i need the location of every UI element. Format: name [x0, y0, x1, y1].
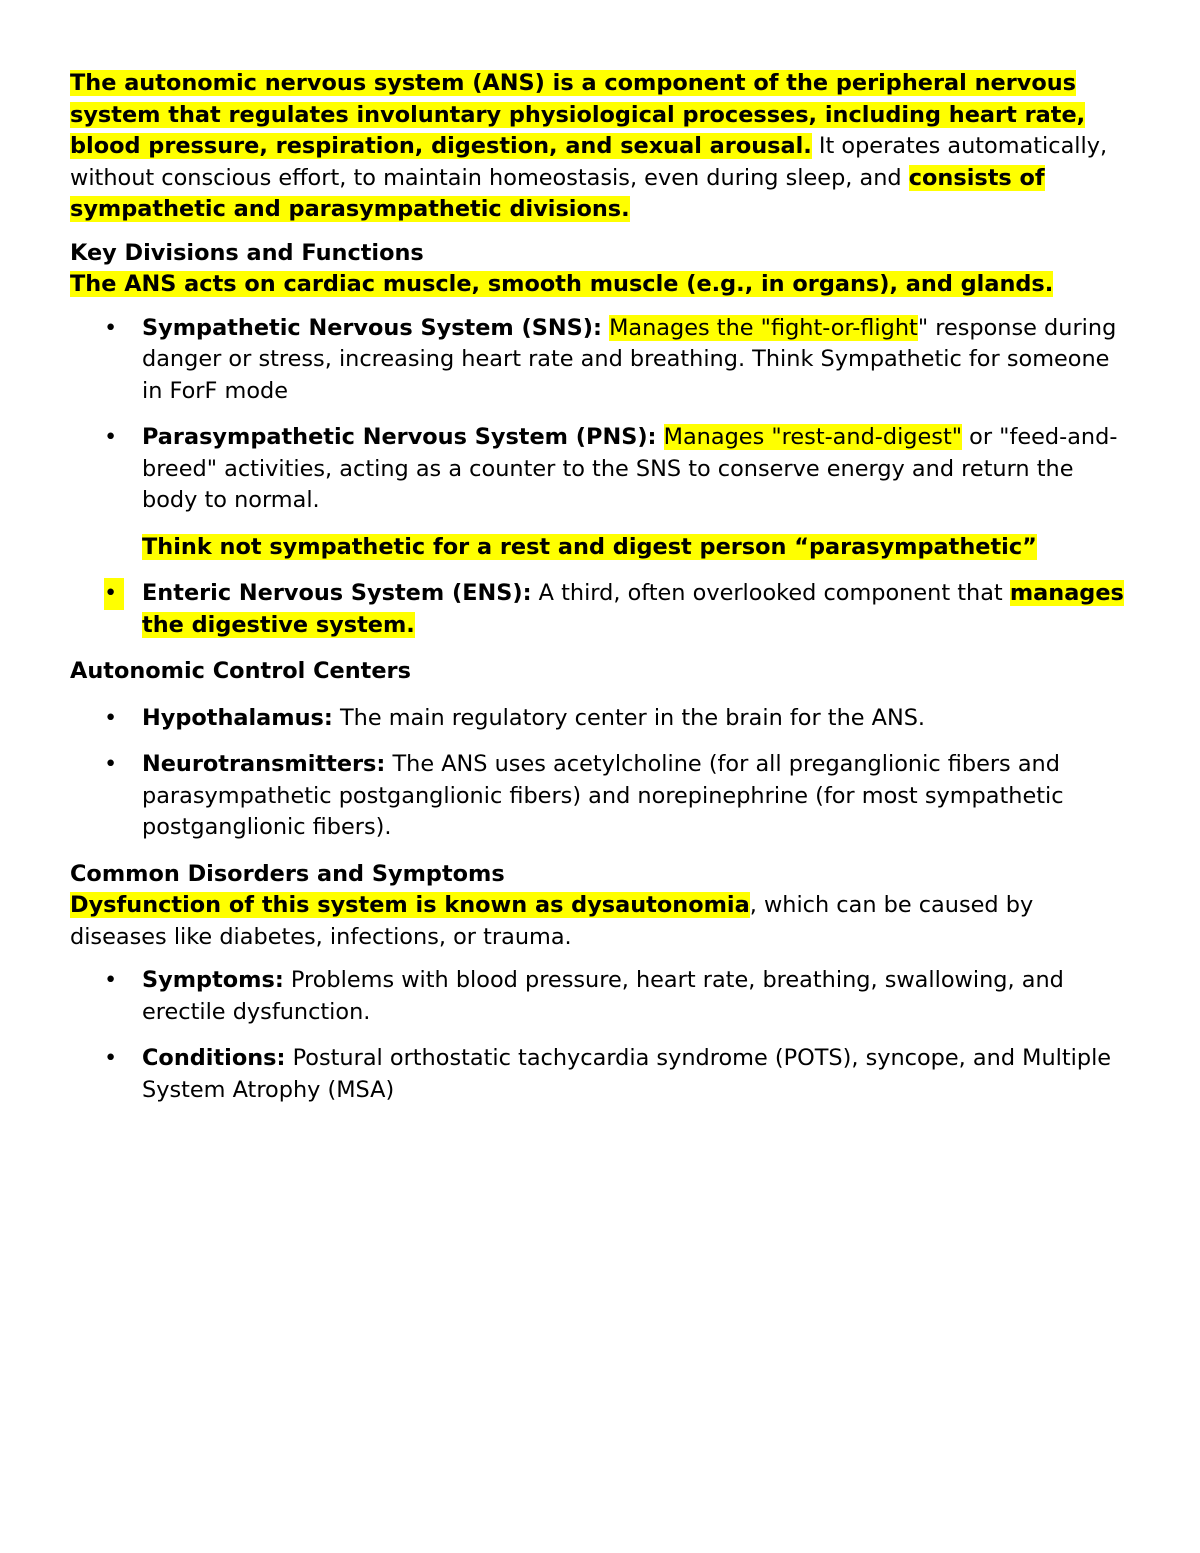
term-hypothalamus: Hypothalamus: — [142, 704, 333, 731]
intro-paragraph — [70, 68, 1132, 226]
bullet-icon: • — [104, 1045, 118, 1071]
dysautonomia-highlight: Dysfunction of this system is known as dysautonomia — [70, 892, 750, 918]
ens-text: A third, often overlooked component that — [531, 580, 1010, 606]
bullet-icon: • — [104, 967, 118, 993]
divisions-list — [70, 313, 1132, 517]
bullet-icon: • — [104, 704, 118, 731]
enteric-list — [70, 578, 1132, 641]
bullet-icon: • — [104, 578, 124, 610]
intro-highlight-end: consists of sympathetic and parasympathetic divisions. — [70, 164, 1045, 222]
term-ens: Enteric Nervous System (ENS): — [142, 580, 532, 606]
sns-text: " response during danger or stress, increasing heart rate and breathing. Think Sympathetic for someone in ForF mode — [142, 314, 1117, 404]
bullet-icon: • — [104, 314, 118, 341]
bullet-icon: • — [104, 751, 118, 777]
pns-text: or "feed-and-breed" activities, acting as a counter to the SNS to conserve energy and return the body to normal. — [142, 424, 1118, 513]
section-heading-disorders: Common Disorders and Symptoms — [70, 860, 505, 887]
intro-highlight: The autonomic nervous system (ANS) is a component of the peripheral nervous system that regulates involuntary physiological processes, including heart rate, blood pressure, respiration, digestion, and sexual arousal. — [70, 70, 1086, 159]
list-item-symptoms — [70, 965, 1132, 1028]
sns-highlight: Manages the "fight-or-flight — [609, 314, 918, 341]
list-item-hypothalamus — [70, 703, 1132, 735]
term-neurotransmitters: Neurotransmitters: — [142, 751, 386, 777]
list-item-sns — [70, 313, 1132, 408]
list-item-conditions — [70, 1043, 1132, 1106]
section-heading-key-divisions: Key Divisions and Functions — [70, 239, 424, 266]
term-sns: Sympathetic Nervous System (SNS): — [142, 314, 602, 341]
disorders-intro — [70, 890, 1132, 953]
symptoms-text: Problems with blood pressure, heart rate, breathing, swallowing, and erectile dysfunction. — [142, 967, 1064, 1025]
subheading-highlight: The ANS acts on cardiac muscle, smooth muscle (e.g., in organs), and glands. — [70, 271, 1054, 297]
neurotransmitters-text: The ANS uses acetylcholine (for all preganglionic fibers and parasympathetic postganglionic fibers) and norepinephrine (for most sympathetic postganglionic fibers). — [142, 751, 1064, 840]
mnemonic-highlight: Think not sympathetic for a rest and digest person “parasympathetic” — [142, 533, 1037, 560]
list-item-ens — [70, 578, 1132, 641]
ens-highlight: manages the digestive system. — [142, 580, 1124, 638]
hypothalamus-text: The main regulatory center in the brain for the ANS. — [332, 704, 926, 731]
control-centers-list — [70, 703, 1132, 844]
section-heading-control-centers: Autonomic Control Centers — [70, 658, 411, 684]
mnemonic-note — [70, 532, 1132, 564]
document-body — [70, 68, 1132, 1121]
list-item-pns — [70, 422, 1132, 517]
section-subheading-ans-acts — [70, 269, 1132, 301]
term-conditions: Conditions: — [142, 1045, 286, 1071]
term-symptoms: Symptoms: — [142, 967, 284, 993]
term-pns: Parasympathetic Nervous System (PNS): — [142, 424, 657, 450]
list-item-neurotransmitters — [70, 749, 1132, 844]
bullet-icon: • — [104, 424, 118, 450]
conditions-text: Postural orthostatic tachycardia syndrome (POTS), syncope, and Multiple System Atrophy (MSA) — [142, 1045, 1112, 1103]
intro-text: It operates automatically, without conscious effort, to maintain homeostasis, even during sleep, and — [70, 133, 1108, 191]
disorders-intro-text: , which can be caused by diseases like diabetes, infections, or trauma. — [70, 892, 1034, 950]
disorders-list — [70, 965, 1132, 1106]
pns-highlight: Manages "rest-and-digest" — [663, 424, 963, 450]
